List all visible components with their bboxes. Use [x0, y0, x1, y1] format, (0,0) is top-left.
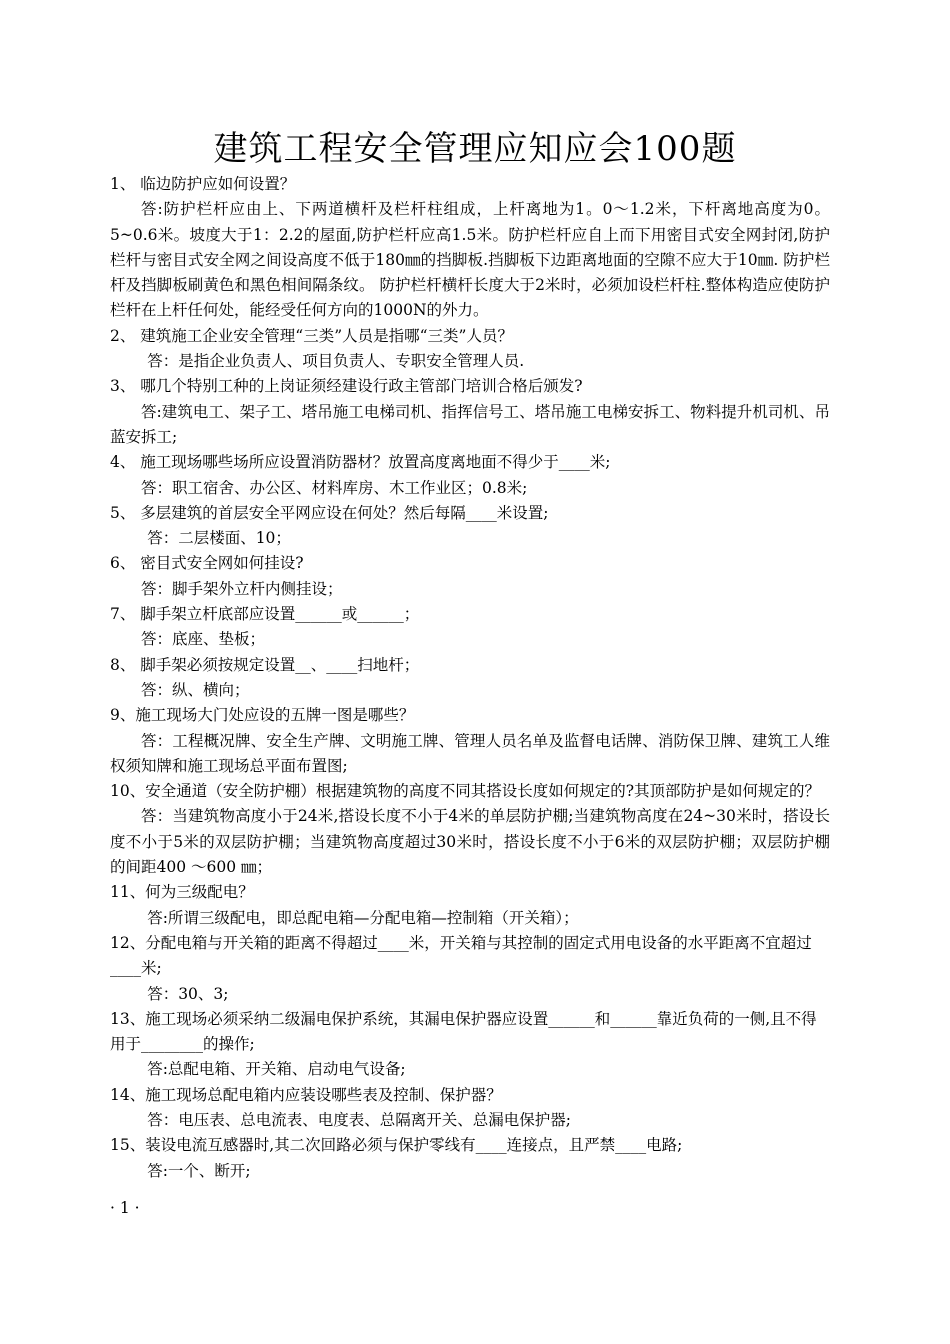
- qa-item-7: [110, 602, 830, 653]
- qa-item-13: [110, 1007, 830, 1083]
- question: 15、装设电流互感器时,其二次回路必须与保护零线有____连接点，且严禁____电路;: [110, 1136, 683, 1155]
- qa-list: [110, 172, 830, 1184]
- qa-item-12: [110, 931, 830, 1007]
- question: 13、施工现场必须采纳二级漏电保护系统，其漏电保护器应设置______和______靠近负荷的一侧,且不得用于________的操作;: [110, 1009, 817, 1054]
- qa-item-6: [110, 551, 830, 602]
- qa-item-8: [110, 653, 830, 704]
- answer: 答:一个、断开;: [147, 1161, 251, 1180]
- answer: 答：底座、垫板；: [141, 630, 266, 649]
- answer: 答：工程概况牌、安全生产牌、文明施工牌、管理人员名单及监督电话牌、消防保卫牌、建筑工人维权须知牌和施工现场总平面布置图;: [110, 731, 830, 775]
- answer: 答:建筑电工、架子工、塔吊施工电梯司机、指挥信号工、塔吊施工电梯安拆工、物料提升机司机、吊蓝安拆工;: [110, 402, 830, 446]
- qa-item-4: [110, 450, 830, 501]
- question: 9、施工现场大门处应设的五牌一图是哪些？: [110, 706, 415, 725]
- qa-item-2: [110, 324, 830, 375]
- qa-item-1: [110, 172, 830, 324]
- answer: 答：脚手架外立杆内侧挂设；: [141, 579, 343, 598]
- qa-item-10: [110, 779, 830, 880]
- question: 2、 建筑施工企业安全管理“三类”人员是指哪“三类”人员？: [110, 326, 513, 345]
- answer: 答：纵、横向；: [141, 680, 250, 699]
- question: 3、 哪几个特别工种的上岗证须经建设行政主管部门培训合格后颁发?: [110, 377, 583, 396]
- question: 10、安全通道（安全防护棚）根据建筑物的高度不同其搭设长度如何规定的?其顶部防护是如何规定的？: [110, 782, 821, 801]
- answer: 答：电压表、总电流表、电度表、总隔离开关、总漏电保护器;: [147, 1110, 571, 1129]
- question: 14、施工现场总配电箱内应装设哪些表及控制、保护器？: [110, 1085, 502, 1104]
- answer: 答：二层楼面、10；: [147, 529, 291, 548]
- question: 12、分配电箱与开关箱的距离不得超过____米，开关箱与其控制的固定式用电设备的水平距离不宜超过____米;: [110, 933, 812, 978]
- qa-item-15: [110, 1133, 830, 1184]
- document-title: 建筑工程安全管理应知应会100题: [213, 129, 737, 169]
- question: 1、 临边防护应如何设置？: [110, 175, 296, 193]
- question: 5、 多层建筑的首层安全平网应设在何处？然后每隔____米设置;: [110, 503, 549, 522]
- question: 7、 脚手架立杆底部应设置______或______；: [110, 605, 420, 624]
- qa-item-9: [110, 703, 830, 779]
- answer: 答：是指企业负责人、项目负责人、专职安全管理人员.: [147, 352, 525, 371]
- answer: 答：职工宿舍、办公区、材料库房、木工作业区；0.8米;: [141, 478, 528, 497]
- qa-item-11: [110, 880, 830, 931]
- answer: 答:总配电箱、开关箱、启动电气设备;: [147, 1060, 406, 1079]
- question: 11、何为三级配电？: [110, 883, 254, 902]
- page-number: · 1 ·: [110, 1199, 140, 1217]
- question: 6、 密目式安全网如何挂设?: [110, 554, 304, 573]
- answer: 答:防护栏杆应由上、下两道横杆及栏杆柱组成，上杆离地为1。0～1.2米，下杆离地高度为0。5~0.6米。坡度大于1：2.2的屋面,防护栏杆应高1.5米。防护栏杆应自上而下用密目式安全网封闭,防护栏杆与密目式安全网之间设高度不低于180㎜的挡脚板.挡脚板下边距离地面的空隙不应大于10㎜. 防护栏杆及挡脚板刷黄色和黑色相间隔条纹。 防护栏杆横杆长度大于2米时，必须加设栏杆柱.整体构造应使防护栏杆在上杆任何处，能经受任何方向的1000N的外力。: [110, 200, 830, 320]
- question: 8、 脚手架必须按规定设置__、____扫地杆；: [110, 655, 420, 674]
- answer: 答：当建筑物高度小于24米,搭设长度不小于4米的单层防护棚;当建筑物高度在24~30米时，搭设长度不小于5米的双层防护棚；当建筑物高度超过30米时，搭设长度不小于6米的双层防护棚；双层防护棚的间距400 ～600 ㎜；: [110, 807, 830, 877]
- qa-item-14: [110, 1083, 830, 1134]
- question: 4、 施工现场哪些场所应设置消防器材？放置高度离地面不得少于____米;: [110, 453, 611, 472]
- answer: 答：30、3;: [147, 984, 229, 1003]
- answer: 答:所谓三级配电，即总配电箱—分配电箱—控制箱（开关箱）；: [147, 908, 579, 927]
- qa-item-5: [110, 501, 830, 552]
- qa-item-3: [110, 374, 830, 450]
